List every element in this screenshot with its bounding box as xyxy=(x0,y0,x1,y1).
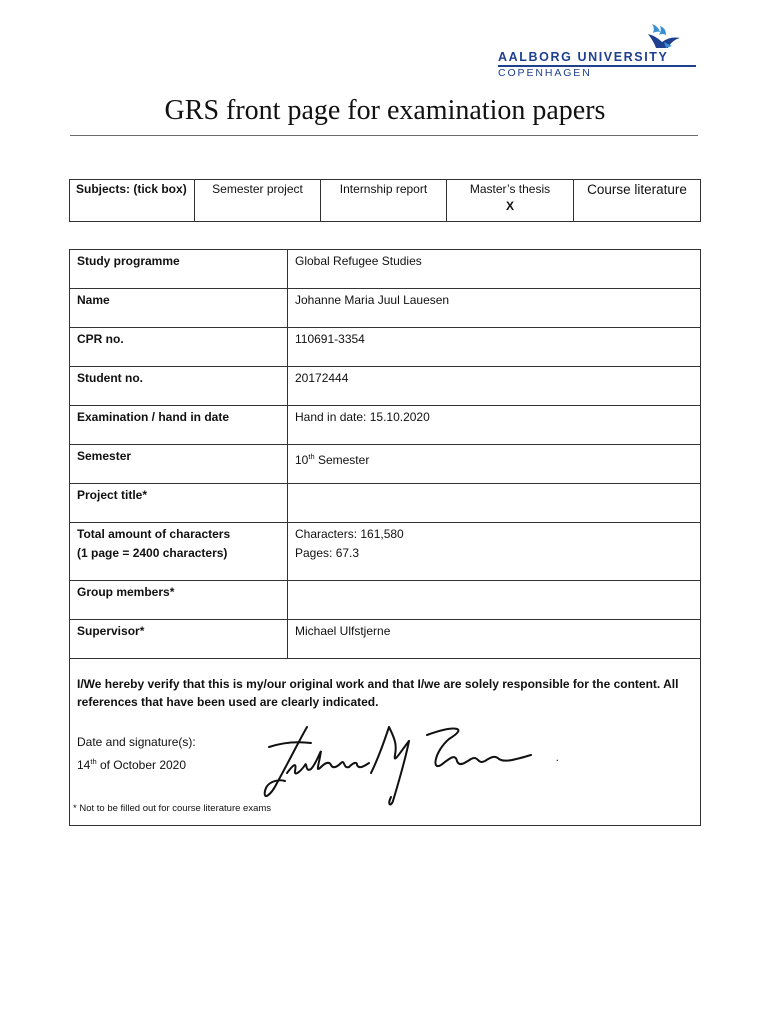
row-name xyxy=(70,289,701,328)
subjects-table xyxy=(69,179,701,222)
subject-option-label: Master’s thesis xyxy=(469,182,551,196)
date-signature-label: Date and signature(s): xyxy=(77,735,196,749)
characters-count: Characters: 161,580 xyxy=(295,527,404,541)
study-programme-value[interactable]: Global Refugee Studies xyxy=(288,250,701,289)
declaration-text: I/We hereby verify that this is my/our original work and that I/we are solely responsible for the content. All references that have been used are clearly indicated. xyxy=(77,677,679,709)
row-semester xyxy=(70,445,701,484)
row-study-programme xyxy=(70,250,701,289)
subject-option-masters-thesis[interactable] xyxy=(447,180,574,222)
subject-option-label: Internship report xyxy=(339,182,428,196)
subject-option-course-literature[interactable] xyxy=(574,180,701,222)
signature-date[interactable] xyxy=(77,752,196,775)
semester-label: Semester xyxy=(70,445,288,484)
study-programme-label: Study programme xyxy=(70,250,288,289)
semester-ordinal: th xyxy=(308,452,315,461)
student-info-table xyxy=(69,249,701,826)
row-characters xyxy=(70,523,701,581)
exam-date-label: Examination / hand in date xyxy=(70,406,288,445)
cpr-value[interactable]: 110691-3354 xyxy=(288,328,701,367)
supervisor-value[interactable]: Michael Ulfstjerne xyxy=(288,620,701,659)
subjects-row xyxy=(70,180,701,222)
university-logo xyxy=(496,22,700,78)
subject-option-label: Course literature xyxy=(587,182,687,197)
title-divider xyxy=(70,135,698,136)
group-members-label: Group members* xyxy=(70,581,288,620)
subject-option-internship-report[interactable] xyxy=(321,180,447,222)
cpr-label: CPR no. xyxy=(70,328,288,367)
student-no-value[interactable]: 20172444 xyxy=(288,367,701,406)
tick-mark: X xyxy=(505,199,514,213)
row-project-title xyxy=(70,484,701,523)
name-label: Name xyxy=(70,289,288,328)
project-title-label: Project title* xyxy=(70,484,288,523)
signature-trailing-dot: . xyxy=(555,750,559,764)
group-members-value[interactable] xyxy=(288,581,701,620)
logo-university-name: AALBORG UNIVERSITY xyxy=(498,50,669,64)
declaration-cell xyxy=(70,659,701,826)
characters-label xyxy=(70,523,288,581)
pages-count: Pages: 67.3 xyxy=(295,546,360,560)
date-signature-block xyxy=(77,733,196,775)
project-title-value[interactable] xyxy=(288,484,701,523)
name-value[interactable]: Johanne Maria Juul Lauesen xyxy=(288,289,701,328)
subject-option-semester-project[interactable] xyxy=(195,180,321,222)
row-declaration xyxy=(70,659,701,826)
footnote: * Not to be filled out for course literature exams xyxy=(73,803,272,814)
row-cpr xyxy=(70,328,701,367)
semester-number: 10 xyxy=(295,453,309,467)
handwritten-signature xyxy=(259,721,559,809)
characters-label-line1: Total amount of characters xyxy=(77,527,231,541)
supervisor-label: Supervisor* xyxy=(70,620,288,659)
student-no-label: Student no. xyxy=(70,367,288,406)
characters-value[interactable] xyxy=(288,523,701,581)
aau-seal-icon xyxy=(644,22,684,52)
row-group-members xyxy=(70,581,701,620)
row-student-no xyxy=(70,367,701,406)
exam-date-value[interactable]: Hand in date: 15.10.2020 xyxy=(288,406,701,445)
row-supervisor xyxy=(70,620,701,659)
date-rest: of October 2020 xyxy=(96,758,187,772)
subject-option-label: Semester project xyxy=(212,182,303,196)
page-title: GRS front page for examination papers xyxy=(164,95,606,126)
semester-value[interactable] xyxy=(288,445,701,484)
characters-label-line2: (1 page = 2400 characters) xyxy=(77,546,228,560)
row-exam-date xyxy=(70,406,701,445)
date-day: 14 xyxy=(77,758,91,772)
semester-suffix: Semester xyxy=(314,453,370,467)
logo-campus-name: COPENHAGEN xyxy=(498,67,592,79)
subjects-label: Subjects: (tick box) xyxy=(70,180,195,222)
date-ordinal: th xyxy=(90,757,97,766)
